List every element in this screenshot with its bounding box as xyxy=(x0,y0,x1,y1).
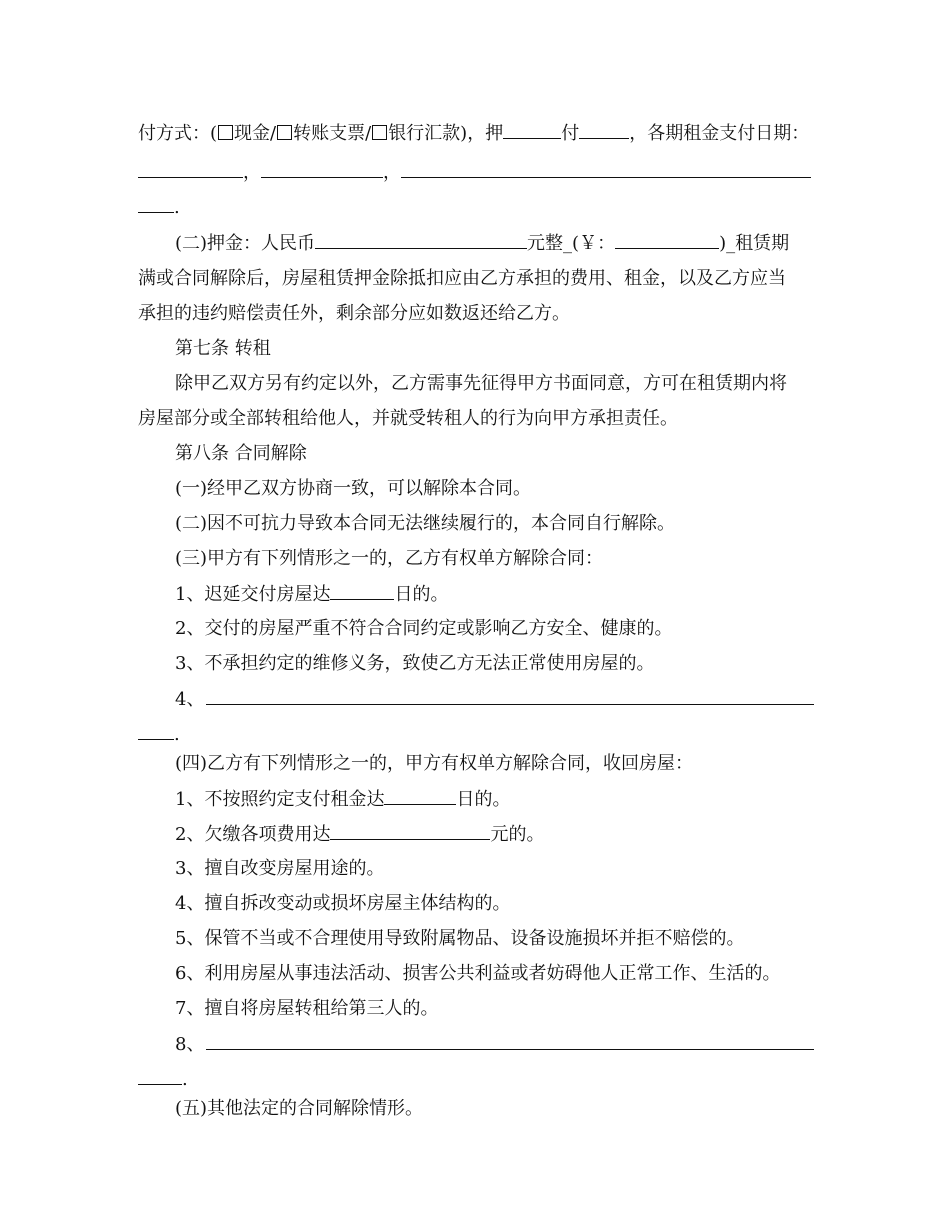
deposit-months-blank[interactable] xyxy=(503,119,561,139)
fee-amount-blank[interactable] xyxy=(330,820,490,840)
pay-date-blank-4[interactable] xyxy=(138,193,174,213)
cash-label: 现金/ xyxy=(234,123,277,144)
item-number: 4、 xyxy=(175,689,205,710)
pay-date-blank-2[interactable] xyxy=(261,158,383,178)
transfer-checkbox[interactable] xyxy=(277,125,292,140)
clause-4-item-8-blank[interactable] xyxy=(206,1030,814,1050)
deposit-line xyxy=(175,229,814,257)
article-8-clause-1: (一)经甲乙双方协商一致，可以解除本合同。 xyxy=(175,478,532,499)
item-text: 1、不按照约定支付租金达 xyxy=(175,789,385,810)
article-8-clause-2: (二)因不可抗力导致本合同无法继续履行的，本合同自行解除。 xyxy=(175,513,676,534)
deposit-currency-label: 元整_(￥： xyxy=(527,233,616,254)
article-8-clause-4: (四)乙方有下列情形之一的，甲方有权单方解除合同，收回房屋： xyxy=(175,753,694,774)
clause-4-item-7: 7、擅自将房屋转租给第三人的。 xyxy=(175,998,439,1019)
period: . xyxy=(174,724,180,745)
item-number: 8、 xyxy=(175,1034,205,1055)
clause-4-item-8 xyxy=(175,1030,814,1058)
clause-4-item-2 xyxy=(175,820,814,848)
deposit-label: (二)押金：人民币 xyxy=(175,233,316,254)
item-text: 1、迟延交付房屋达 xyxy=(175,584,331,605)
item-text-end: 元的。 xyxy=(490,824,545,845)
item-text: 2、欠缴各项费用达 xyxy=(175,824,331,845)
bank-checkbox[interactable] xyxy=(372,125,387,140)
article-7-text-1: 除甲乙双方另有约定以外，乙方需事先征得甲方书面同意，方可在租赁期内将 xyxy=(175,373,787,394)
clause-3-item-4 xyxy=(175,685,814,713)
pay-date-blanks-line xyxy=(138,158,814,186)
pay-date-end-line xyxy=(138,193,814,221)
article-8-clause-5: (五)其他法定的合同解除情形。 xyxy=(175,1098,424,1119)
clause-3-item-2: 2、交付的房屋严重不符合合同约定或影响乙方安全、健康的。 xyxy=(175,618,673,639)
article-7-text-2: 房屋部分或全部转租给他人，并就受转租人的行为向甲方承担责任。 xyxy=(138,408,678,429)
clause-4-item-8-blank-2[interactable] xyxy=(138,1065,182,1085)
clause-3-item-4-end xyxy=(138,720,814,748)
bank-label: 银行汇款)，押 xyxy=(388,123,504,144)
article-8-title: 第八条 合同解除 xyxy=(175,443,307,464)
separator: ， xyxy=(243,162,261,183)
clause-3-item-4-blank-2[interactable] xyxy=(138,720,174,740)
period: . xyxy=(182,1069,188,1090)
clause-3-item-1 xyxy=(175,580,814,608)
pay-months-blank[interactable] xyxy=(579,119,629,139)
payment-method-line xyxy=(138,119,814,147)
pay-date-blank-3[interactable] xyxy=(401,158,811,178)
period: . xyxy=(174,197,180,218)
item-text-end: 日的。 xyxy=(394,584,449,605)
rent-days-blank[interactable] xyxy=(384,785,456,805)
clause-4-item-6: 6、利用房屋从事违法活动、损害公共利益或者妨碍他人正常工作、生活的。 xyxy=(175,963,781,984)
separator: ， xyxy=(383,162,401,183)
pay-date-blank-1[interactable] xyxy=(138,158,243,178)
cash-checkbox[interactable] xyxy=(218,125,233,140)
item-text-end: 日的。 xyxy=(456,789,511,810)
clause-4-item-3: 3、擅自改变房屋用途的。 xyxy=(175,858,385,879)
fu-label: 付 xyxy=(561,123,580,144)
transfer-label: 转账支票/ xyxy=(293,123,372,144)
deposit-text-3: 承担的违约赔偿责任外，剩余部分应如数返还给乙方。 xyxy=(138,303,570,324)
clause-4-item-5: 5、保管不当或不合理使用导致附属物品、设备设施损坏并拒不赔偿的。 xyxy=(175,928,745,949)
deposit-term-label: )_租赁期 xyxy=(719,233,790,254)
clause-4-item-1 xyxy=(175,785,814,813)
delay-days-blank[interactable] xyxy=(330,580,394,600)
clause-3-item-3: 3、不承担约定的维修义务，致使乙方无法正常使用房屋的。 xyxy=(175,653,655,674)
article-7-title: 第七条 转租 xyxy=(175,338,271,359)
article-8-clause-3: (三)甲方有下列情形之一的，乙方有权单方解除合同： xyxy=(175,548,604,569)
pay-date-label: ，各期租金支付日期： xyxy=(629,123,810,144)
payment-text: 付方式：( xyxy=(138,123,218,144)
clause-4-item-8-end xyxy=(138,1065,814,1093)
deposit-figure-blank[interactable] xyxy=(615,229,719,249)
clause-3-item-4-blank[interactable] xyxy=(206,685,814,705)
deposit-amount-blank[interactable] xyxy=(315,229,527,249)
clause-4-item-4: 4、擅自拆改变动或损坏房屋主体结构的。 xyxy=(175,893,511,914)
deposit-text-2: 满或合同解除后，房屋租赁押金除抵扣应由乙方承担的费用、租金，以及乙方应当 xyxy=(138,268,786,289)
